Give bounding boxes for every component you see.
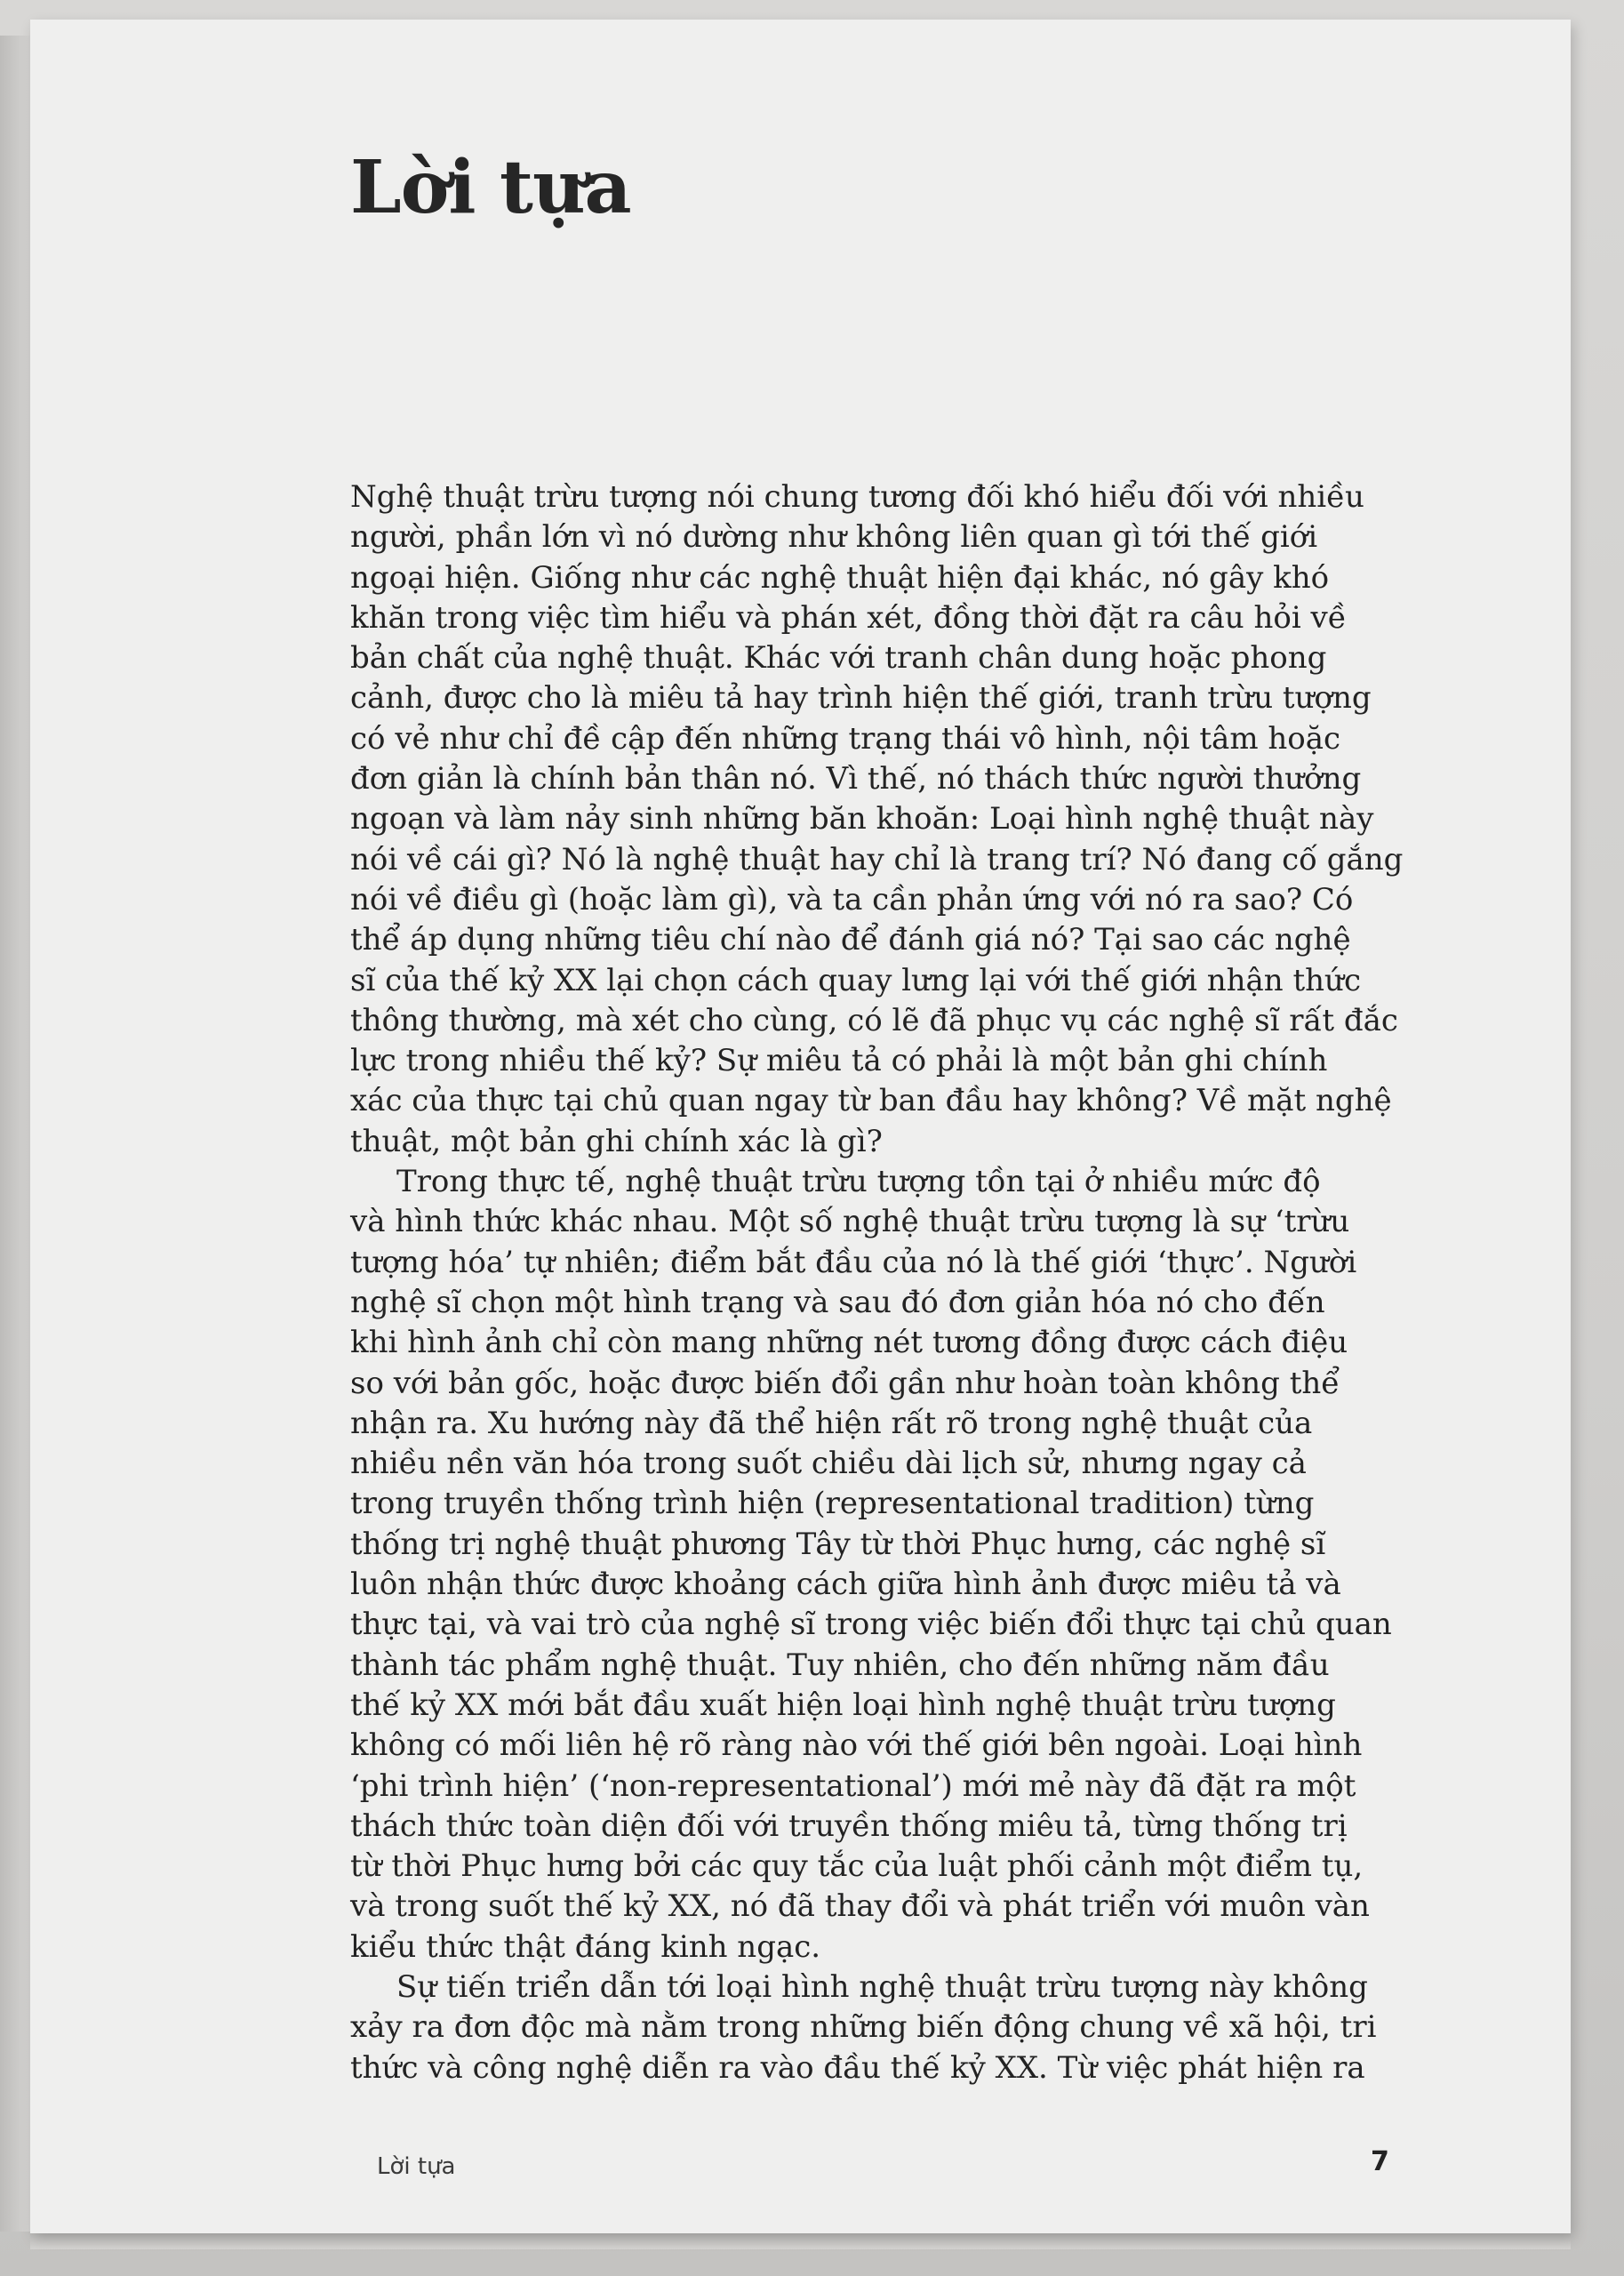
body-line: xảy ra đơn độc mà nằm trong những biến động chung về xã hội, tri bbox=[350, 2009, 1377, 2046]
body-line: nghệ sĩ chọn một hình trạng và sau đó đơn giản hóa nó cho đến bbox=[350, 1284, 1325, 1320]
body-line: cảnh, được cho là miêu tả hay trình hiện thế giới, tranh trừu tượng bbox=[350, 680, 1372, 717]
body-line: thành tác phẩm nghệ thuật. Tuy nhiên, cho đến những năm đầu bbox=[350, 1647, 1330, 1683]
body-text bbox=[350, 477, 1404, 2088]
body-line: Nghệ thuật trừu tượng nói chung tương đối khó hiểu đối với nhiều bbox=[350, 479, 1364, 515]
body-line: so với bản gốc, hoặc được biến đổi gần như hoàn toàn không thể bbox=[350, 1365, 1340, 1401]
body-line: thực tại, và vai trò của nghệ sĩ trong việc biến đổi thực tại chủ quan bbox=[350, 1607, 1392, 1643]
body-line: thống trị nghệ thuật phương Tây từ thời Phục hưng, các nghệ sĩ bbox=[350, 1526, 1326, 1562]
body-line: luôn nhận thức được khoảng cách giữa hình ảnh được miêu tả và bbox=[350, 1567, 1341, 1603]
running-footer-title: Lời tựa bbox=[377, 2153, 456, 2180]
body-line: khăn trong việc tìm hiểu và phán xét, đồng thời đặt ra câu hỏi về bbox=[350, 599, 1347, 636]
chapter-heading: Lời tựa bbox=[350, 145, 631, 230]
body-line: thách thức toàn diện đối với truyền thống miêu tả, từng thống trị bbox=[350, 1807, 1348, 1844]
paragraph-start-line: Sự tiến triển dẫn tới loại hình nghệ thuật trừu tượng này không bbox=[396, 1968, 1368, 2005]
body-line: nói về cái gì? Nó là nghệ thuật hay chỉ là trang trí? Nó đang cố gắng bbox=[350, 841, 1404, 878]
body-line: thông thường, mà xét cho cùng, có lẽ đã phục vụ các nghệ sĩ rất đắc bbox=[350, 1002, 1398, 1038]
body-line: và hình thức khác nhau. Một số nghệ thuật trừu tượng là sự ‘trừu bbox=[350, 1204, 1350, 1240]
body-line: thế kỷ XX mới bắt đầu xuất hiện loại hình nghệ thuật trừu tượng bbox=[350, 1687, 1336, 1723]
body-line: xác của thực tại chủ quan ngay từ ban đầu hay không? Về mặt nghệ bbox=[350, 1083, 1392, 1119]
body-line: sĩ của thế kỷ XX lại chọn cách quay lưng lại với thế giới nhận thức bbox=[350, 962, 1361, 998]
body-line: và trong suốt thế kỷ XX, nó đã thay đổi và phát triển với muôn vàn bbox=[350, 1888, 1370, 1925]
body-line: tượng hóa’ tự nhiên; điểm bắt đầu của nó là thế giới ‘thực’. Người bbox=[350, 1244, 1357, 1280]
body-line: từ thời Phục hưng bởi các quy tắc của luật phối cảnh một điểm tụ, bbox=[350, 1848, 1364, 1885]
body-line: khi hình ảnh chỉ còn mang những nét tương đồng được cách điệu bbox=[350, 1325, 1348, 1361]
body-line: thể áp dụng những tiêu chí nào để đánh giá nó? Tại sao các nghệ bbox=[350, 922, 1351, 958]
body-line: ngoại hiện. Giống như các nghệ thuật hiện đại khác, nó gây khó bbox=[350, 559, 1330, 596]
body-line: nhiều nền văn hóa trong suốt chiều dài lịch sử, nhưng ngay cả bbox=[350, 1446, 1307, 1482]
left-page-edge bbox=[0, 36, 32, 2232]
body-line: trong truyền thống trình hiện (representational tradition) từng bbox=[350, 1486, 1315, 1522]
paragraph-start-line: Trong thực tế, nghệ thuật trừu tượng tồn tại ở nhiều mức độ bbox=[396, 1164, 1321, 1200]
body-line: không có mối liên hệ rõ ràng nào với thế giới bên ngoài. Loại hình bbox=[350, 1727, 1363, 1764]
body-line: đơn giản là chính bản thân nó. Vì thế, nó thách thức người thưởng bbox=[350, 761, 1362, 797]
body-line: nói về điều gì (hoặc làm gì), và ta cần phản ứng với nó ra sao? Có bbox=[350, 881, 1354, 918]
body-line: kiểu thức thật đáng kinh ngạc. bbox=[350, 1928, 821, 1965]
body-line: bản chất của nghệ thuật. Khác với tranh chân dung hoặc phong bbox=[350, 640, 1327, 677]
body-line: có vẻ như chỉ đề cập đến những trạng thái vô hình, nội tâm hoặc bbox=[350, 720, 1341, 757]
body-line: người, phần lớn vì nó dường như không liên quan gì tới thế giới bbox=[350, 519, 1318, 556]
bottom-page-edge bbox=[30, 2232, 1571, 2249]
body-line: thuật, một bản ghi chính xác là gì? bbox=[350, 1123, 883, 1159]
page-number: 7 bbox=[1371, 2146, 1389, 2177]
book-page bbox=[30, 20, 1571, 2233]
body-line: ‘phi trình hiện’ (‘non-representational’) mới mẻ này đã đặt ra một bbox=[350, 1767, 1356, 1804]
body-line: nhận ra. Xu hướng này đã thể hiện rất rõ trong nghệ thuật của bbox=[350, 1405, 1313, 1441]
body-line: ngoạn và làm nảy sinh những băn khoăn: Loại hình nghệ thuật này bbox=[350, 801, 1374, 837]
body-line: thức và công nghệ diễn ra vào đầu thế kỷ XX. Từ việc phát hiện ra bbox=[350, 2049, 1365, 2086]
body-line: lực trong nhiều thế kỷ? Sự miêu tả có phải là một bản ghi chính bbox=[350, 1043, 1328, 1079]
